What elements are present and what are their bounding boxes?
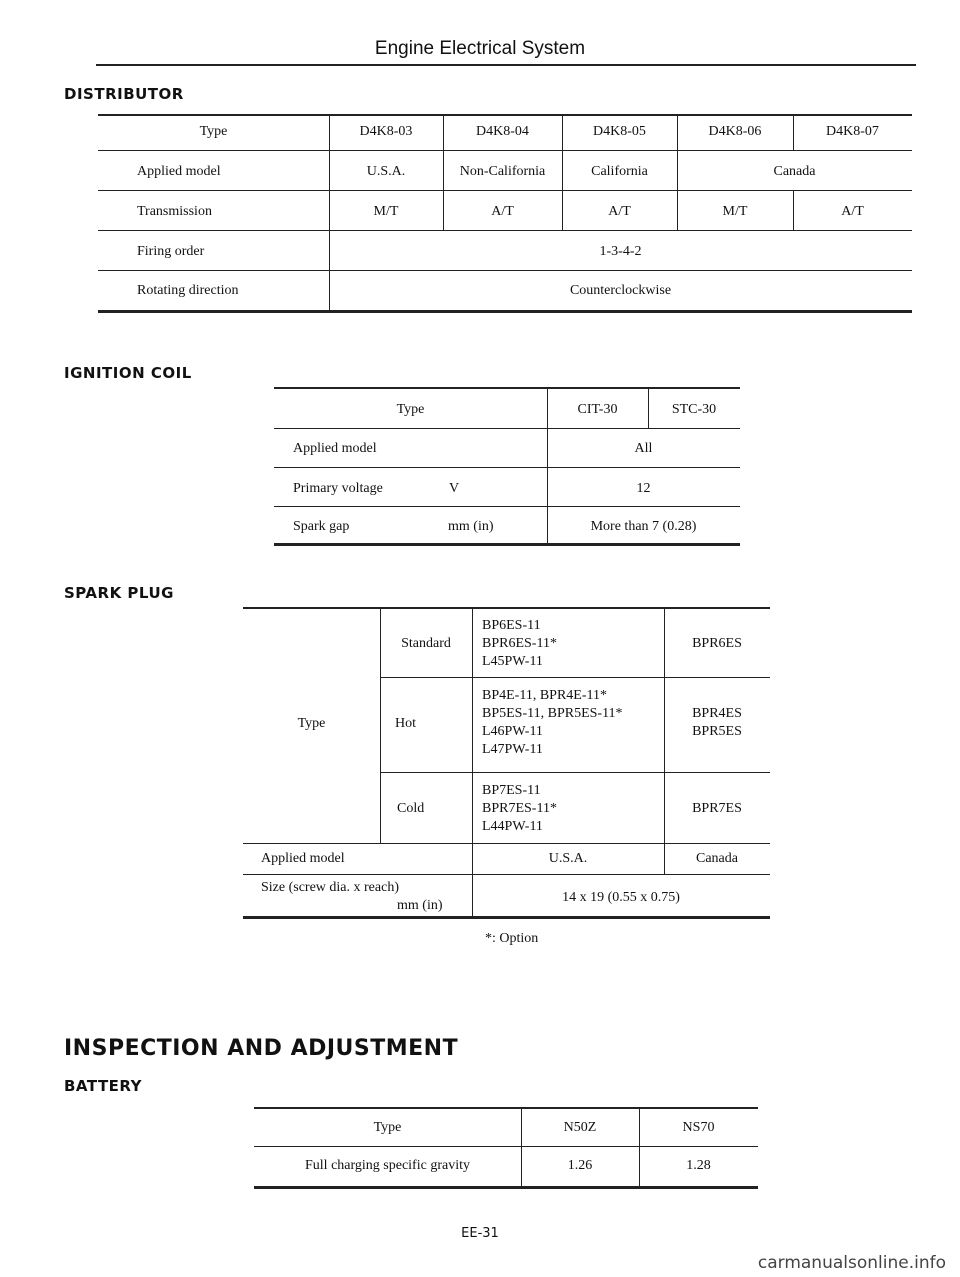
spark-standard-canada: BPR6ES	[692, 636, 742, 651]
battery-type-cell: N50Z	[563, 1120, 597, 1135]
ignition-type-label: Type	[396, 402, 425, 417]
spark-standard-label: Standard	[401, 636, 451, 651]
spark-cold-usa-line: BP7ES-11	[482, 783, 541, 798]
spark-cold-canada: BPR7ES	[692, 801, 742, 816]
spark-hot-usa-line: L46PW-11	[482, 724, 543, 739]
spark-size-unit: mm (in)	[397, 898, 443, 913]
distributor-type-cell: D4K8-05	[593, 124, 646, 139]
spark-type-label: Type	[297, 716, 326, 731]
spark-applied-model-cell: Canada	[696, 851, 738, 866]
spark-hot-usa-line: L47PW-11	[482, 742, 543, 757]
distributor-transmission-cell: A/T	[841, 204, 864, 219]
spark-size-value: 14 x 19 (0.55 x 0.75)	[562, 890, 680, 905]
spark-hot-label: Hot	[395, 716, 416, 731]
spark-gap-value: More than 7 (0.28)	[590, 519, 697, 534]
distributor-type-cell: D4K8-07	[826, 124, 879, 139]
ignition-coil-heading: IGNITION COIL	[64, 364, 192, 382]
distributor-type-cell: D4K8-06	[708, 124, 762, 139]
spark-gap-label: Spark gap	[293, 519, 350, 534]
spark-standard-usa-line: BP6ES-11	[482, 618, 541, 633]
row-label-rotating-direction: Rotating direction	[137, 283, 239, 298]
battery-type-cell: NS70	[682, 1120, 715, 1135]
spark-applied-model-label: Applied model	[261, 851, 345, 866]
battery-type-label: Type	[373, 1120, 402, 1135]
ignition-type-cell: CIT-30	[577, 402, 618, 417]
distributor-type-cell: D4K8-04	[476, 124, 529, 139]
spark-hot-canada: BPR5ES	[692, 724, 742, 739]
spark-size-label: Size (screw dia. x reach)	[261, 880, 399, 895]
page-title: Engine Electrical System	[374, 38, 586, 59]
watermark: carmanualsonline.info	[757, 1253, 946, 1273]
option-note: *: Option	[485, 931, 539, 946]
header-rule	[96, 64, 916, 66]
row-label-firing-order: Firing order	[137, 244, 205, 259]
battery-gravity-label: Full charging specific gravity	[305, 1158, 470, 1173]
ignition-applied-model-label: Applied model	[293, 441, 377, 456]
ignition-type-cell: STC-30	[671, 402, 717, 417]
row-label-transmission: Transmission	[137, 204, 212, 219]
distributor-transmission-cell: M/T	[722, 204, 748, 219]
spark-applied-model-cell: U.S.A.	[548, 851, 588, 866]
firing-order-value: 1-3-4-2	[599, 244, 642, 259]
distributor-model-cell: U.S.A.	[366, 164, 406, 179]
distributor-type-cell: D4K8-03	[359, 124, 413, 139]
distributor-transmission-cell: A/T	[491, 204, 514, 219]
spark-cold-label: Cold	[397, 801, 425, 816]
battery-heading: BATTERY	[64, 1077, 143, 1095]
spark-cold-usa-line: L44PW-11	[482, 819, 543, 834]
inspection-heading: INSPECTION AND ADJUSTMENT	[64, 1036, 459, 1061]
row-label-applied-model: Applied model	[137, 164, 221, 179]
distributor-model-cell: California	[591, 164, 648, 179]
distributor-transmission-cell: M/T	[373, 204, 399, 219]
spark-plug-heading: SPARK PLUG	[64, 584, 174, 602]
row-label-type: Type	[199, 124, 228, 139]
ignition-applied-model-value: All	[634, 441, 653, 456]
battery-gravity-cell: 1.26	[567, 1158, 593, 1173]
rotating-direction-value: Counterclockwise	[569, 283, 672, 298]
primary-voltage-label: Primary voltage	[293, 481, 383, 496]
page-number: EE-31	[461, 1226, 499, 1241]
spark-cold-usa-line: BPR7ES-11*	[482, 801, 557, 816]
spark-gap-unit: mm (in)	[448, 519, 494, 534]
spark-hot-usa-line: BP4E-11, BPR4E-11*	[482, 688, 607, 703]
spark-standard-usa-line: L45PW-11	[482, 654, 543, 669]
primary-voltage-unit: V	[449, 481, 460, 496]
spark-hot-canada: BPR4ES	[692, 706, 742, 721]
distributor-model-cell: Canada	[773, 164, 816, 179]
spark-hot-usa-line: BP5ES-11, BPR5ES-11*	[482, 706, 623, 721]
distributor-heading: DISTRIBUTOR	[64, 85, 184, 103]
primary-voltage-value: 12	[636, 481, 651, 496]
distributor-model-cell: Non-California	[459, 164, 546, 179]
battery-gravity-cell: 1.28	[686, 1158, 711, 1173]
spark-standard-usa-line: BPR6ES-11*	[482, 636, 557, 651]
distributor-transmission-cell: A/T	[608, 204, 631, 219]
